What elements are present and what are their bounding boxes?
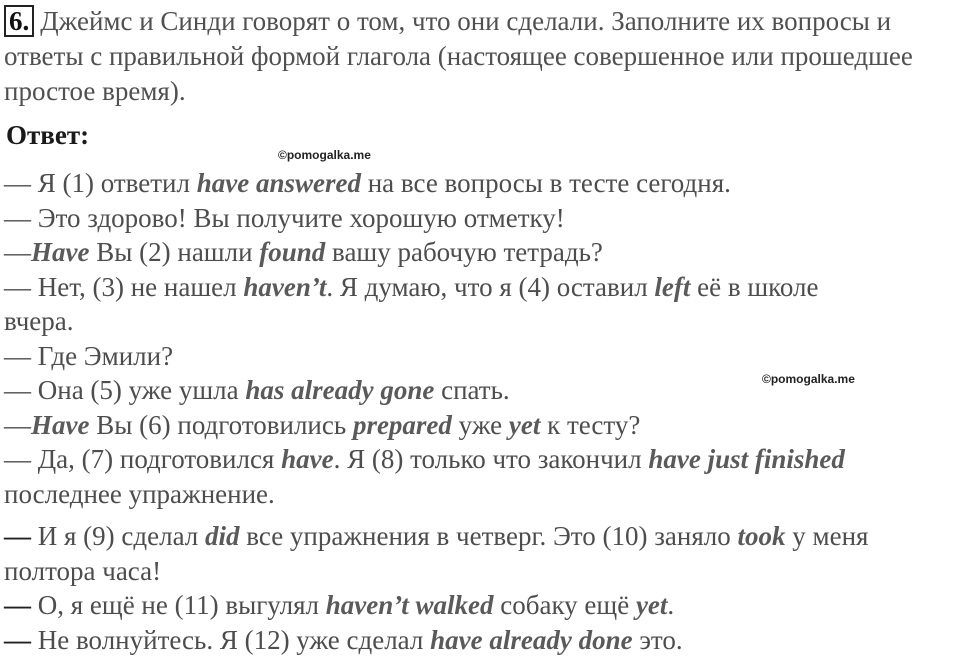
dialogue-line (4, 519, 954, 554)
answer-verb: took (737, 521, 786, 551)
answer-verb: have (281, 444, 334, 474)
line-text: спать. (434, 375, 510, 405)
dialogue-line (4, 201, 954, 236)
watermark: ©pomogalka.me (762, 372, 855, 386)
line-dash: — (4, 624, 31, 655)
dialogue-line (4, 477, 954, 512)
answer-verb: have answered (196, 168, 361, 198)
line-text: . (667, 590, 675, 620)
dialogue-line (4, 442, 954, 477)
answer-verb: has already gone (245, 375, 435, 405)
line-text: — Где Эмили? (4, 340, 174, 371)
line-text: полтора часа! (4, 555, 162, 586)
line-text: это. (632, 624, 683, 655)
line-text: — Она (5) уже ушла (4, 375, 246, 405)
line-text: Не волнуйтесь. Я (12) уже сделал (31, 624, 431, 655)
task-text: Джеймс и Синди говорят о том, что они сделали. Заполните их вопросы и ответы с правильной формой глагола (настоящее совершенное или прошедшее простое время). (4, 6, 913, 106)
watermark: ©pomogalka.me (278, 148, 371, 162)
line-text: — (4, 409, 31, 440)
dialogue-answer (4, 166, 954, 657)
line-text: вашу рабочую тетрадь? (325, 237, 603, 267)
dialogue-line (4, 235, 954, 270)
line-text: — Это здорово! Вы получите хорошую отметку! (4, 202, 565, 233)
dialogue-line (4, 588, 954, 623)
answer-verb: yet (635, 590, 668, 620)
line-text: . Я думаю, что я (4) оставил (326, 271, 655, 302)
dialogue-line (4, 166, 954, 201)
line-text: — Да, (7) подготовился (4, 444, 282, 474)
answer-verb: yet (508, 409, 541, 440)
line-text: — (4, 237, 31, 267)
line-text: у меня (785, 521, 869, 551)
line-text: собаку ещё (493, 590, 636, 620)
line-text: на все вопросы в тесте сегодня. (360, 168, 731, 198)
line-text: её в школе (690, 271, 819, 302)
answer-verb: prepared (352, 409, 452, 440)
dialogue-line (4, 408, 954, 443)
answer-verb: have just finished (648, 444, 845, 474)
dialogue-line (4, 373, 954, 408)
line-text: И я (9) сделал (31, 521, 206, 551)
answer-verb: Have (31, 409, 90, 440)
line-text: Вы (6) подготовились (89, 409, 353, 440)
answer-verb: Have (31, 237, 90, 267)
dialogue-line (4, 554, 954, 589)
line-text: — Я (1) ответил (4, 168, 197, 198)
line-text: — Нет, (3) не нашел (4, 271, 244, 302)
dialogue-line (4, 304, 954, 339)
answer-verb: haven’t walked (325, 590, 494, 620)
line-text: вчера. (4, 306, 74, 336)
line-text: последнее упражнение. (4, 478, 275, 509)
line-text: О, я ещё не (11) выгулял (31, 590, 326, 620)
answer-verb: have already done (430, 624, 633, 655)
line-dash: — (4, 590, 31, 620)
dialogue-line (4, 339, 954, 374)
dialogue-line (4, 623, 954, 658)
answer-verb: did (205, 521, 240, 551)
line-text: все упражнения в четверг. Это (10) заняло (239, 521, 738, 551)
line-text: уже (451, 409, 509, 440)
answer-verb: found (259, 237, 326, 267)
line-text: Вы (2) нашли (89, 237, 260, 267)
dialogue-line (4, 270, 954, 305)
answer-verb: left (654, 271, 691, 302)
answer-heading: Ответ: (6, 120, 90, 150)
task-paragraph (4, 4, 954, 109)
line-text: к тесту? (540, 409, 641, 440)
answer-verb: haven’t (243, 271, 327, 302)
line-dash: — (4, 521, 31, 551)
task-number: 6. (4, 5, 34, 37)
line-text: . Я (8) только что закончил (333, 444, 649, 474)
